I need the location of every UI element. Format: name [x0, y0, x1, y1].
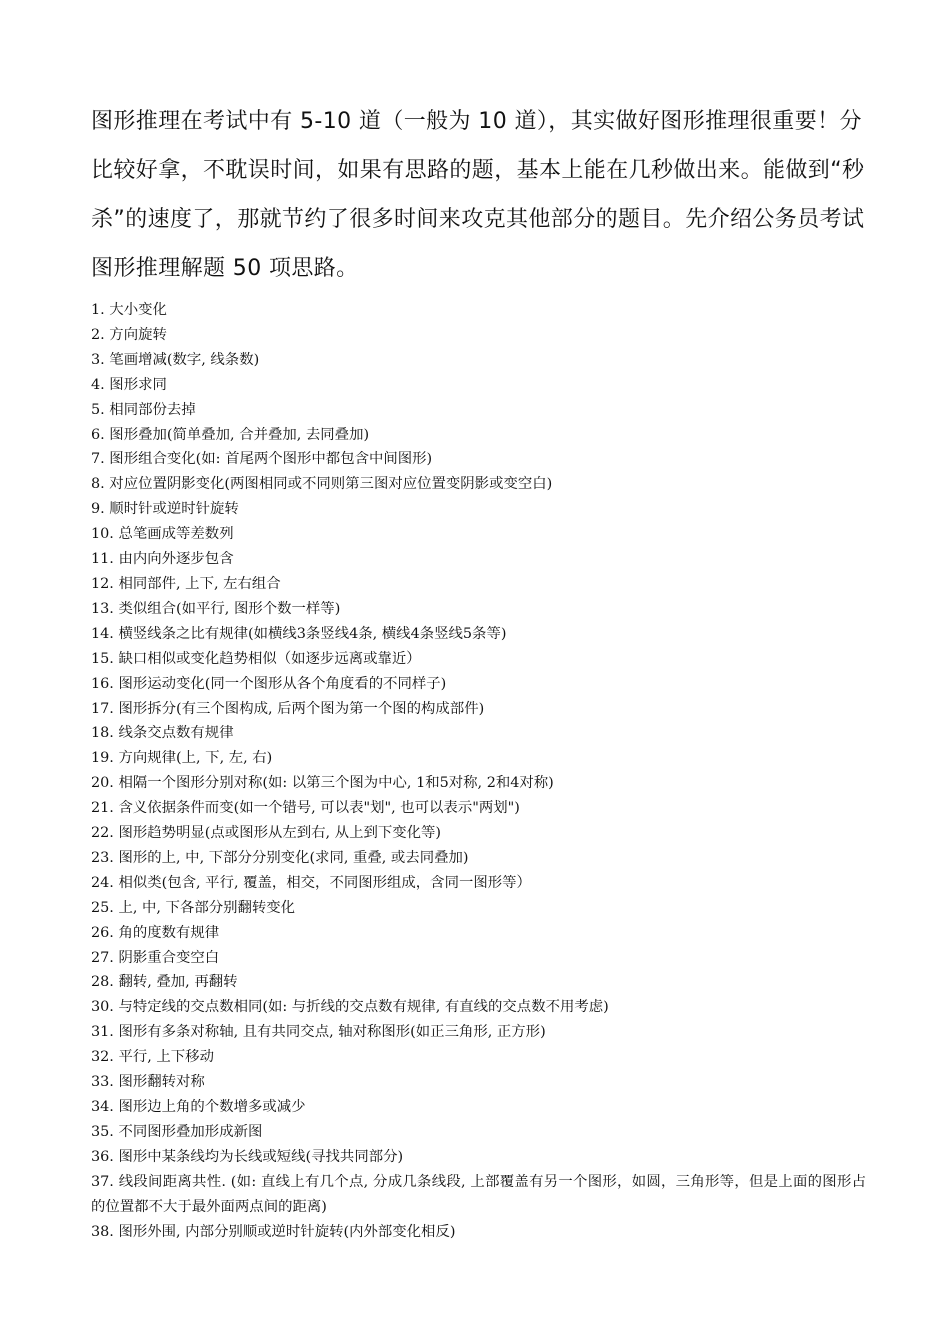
list-item: 5. 相同部份去掉 [91, 401, 196, 418]
list-item: 33. 图形翻转对称 [91, 1074, 205, 1091]
list-item: 37. 线段间距离共性. (如: 直线上有几个点, 分成几条线段, 上部覆盖有另一个图形，如圆，三角形等，但是上面的图形占的位置都不大于最外面两点间的距离) [91, 1173, 866, 1215]
list-item: 30. 与特定线的交点数相同(如: 与折线的交点数有规律, 有直线的交点数不用考虑) [91, 999, 609, 1016]
list-item: 28. 翻转, 叠加, 再翻转 [91, 974, 238, 991]
intro-line: 图形推理在考试中有 5-10 道（一般为 10 道），其实做好图形推理很重要！分 [91, 109, 862, 134]
list-item: 35. 不同图形叠加形成新图 [91, 1123, 263, 1140]
list-item: 6. 图形叠加(简单叠加, 合并叠加, 去同叠加) [91, 426, 370, 443]
list-item: 2. 方向旋转 [91, 326, 167, 343]
list-item: 23. 图形的上, 中, 下部分分别变化(求同, 重叠, 或去同叠加) [91, 849, 469, 866]
list-item: 7. 图形组合变化(如: 首尾两个图形中都包含中间图形) [91, 451, 433, 468]
list-item: 14. 横竖线条之比有规律(如横线3条竖线4条, 横线4条竖线5条等) [91, 625, 507, 642]
intro-line: 比较好拿，不耽误时间，如果有思路的题，基本上能在几秒做出来。能做到“秒 [91, 158, 865, 183]
list-item: 26. 角的度数有规律 [91, 924, 220, 941]
list-item: 10. 总笔画成等差数列 [91, 526, 234, 543]
list-item: 32. 平行, 上下移动 [91, 1049, 214, 1066]
list-item: 31. 图形有多条对称轴, 且有共同交点, 轴对称图形(如正三角形, 正方形) [91, 1024, 546, 1041]
list-item: 22. 图形趋势明显(点或图形从左到右, 从上到下变化等) [91, 825, 442, 842]
list-item: 1. 大小变化 [91, 302, 167, 318]
list-item: 3. 笔画增减(数字, 线条数) [91, 351, 260, 368]
list-item: 34. 图形边上角的个数增多或减少 [91, 1099, 306, 1115]
list-item: 13. 类似组合(如平行, 图形个数一样等) [91, 600, 341, 617]
list-item: 21. 含义依据条件而变(如一个错号, 可以表"划", 也可以表示"两划") [91, 800, 520, 817]
list-item: 36. 图形中某条线均为长线或短线(寻找共同部分) [91, 1148, 404, 1165]
list-item: 11. 由内向外逐步包含 [91, 551, 234, 568]
list-item: 17. 图形拆分(有三个图构成, 后两个图为第一个图的构成部件) [91, 700, 485, 717]
list-item: 25. 上, 中, 下各部分别翻转变化 [91, 899, 296, 916]
list-item: 27. 阴影重合变空白 [91, 949, 220, 966]
list-item: 19. 方向规律(上, 下, 左, 右) [91, 750, 273, 767]
list-item: 16. 图形运动变化(同一个图形从各个角度看的不同样子) [91, 675, 447, 692]
list-item: 8. 对应位置阴影变化(两图相同或不同则第三图对应位置变阴影或变空白) [91, 476, 553, 493]
intro-line: 杀”的速度了，那就节约了很多时间来攻克其他部分的题目。先介绍公务员考试 [91, 207, 865, 232]
tips-list [91, 298, 866, 1244]
intro-line: 图形推理解题 50 项思路。 [91, 256, 359, 281]
list-item: 24. 相似类(包含, 平行, 覆盖，相交，不同图形组成，含同一图形等） [91, 874, 531, 891]
list-item: 12. 相同部件, 上下, 左右组合 [91, 575, 281, 592]
list-item: 4. 图形求同 [91, 376, 167, 393]
list-item: 20. 相隔一个图形分别对称(如: 以第三个图为中心, 1和5对称, 2和4对称) [91, 775, 554, 792]
list-item: 15. 缺口相似或变化趋势相似（如逐步远离或靠近） [91, 650, 421, 667]
list-item: 38. 图形外围, 内部分别顺或逆时针旋转(内外部变化相反) [91, 1223, 456, 1240]
list-item: 18. 线条交点数有规律 [91, 725, 234, 742]
list-item: 9. 顺时针或逆时针旋转 [91, 501, 239, 518]
intro-paragraph [91, 97, 865, 293]
